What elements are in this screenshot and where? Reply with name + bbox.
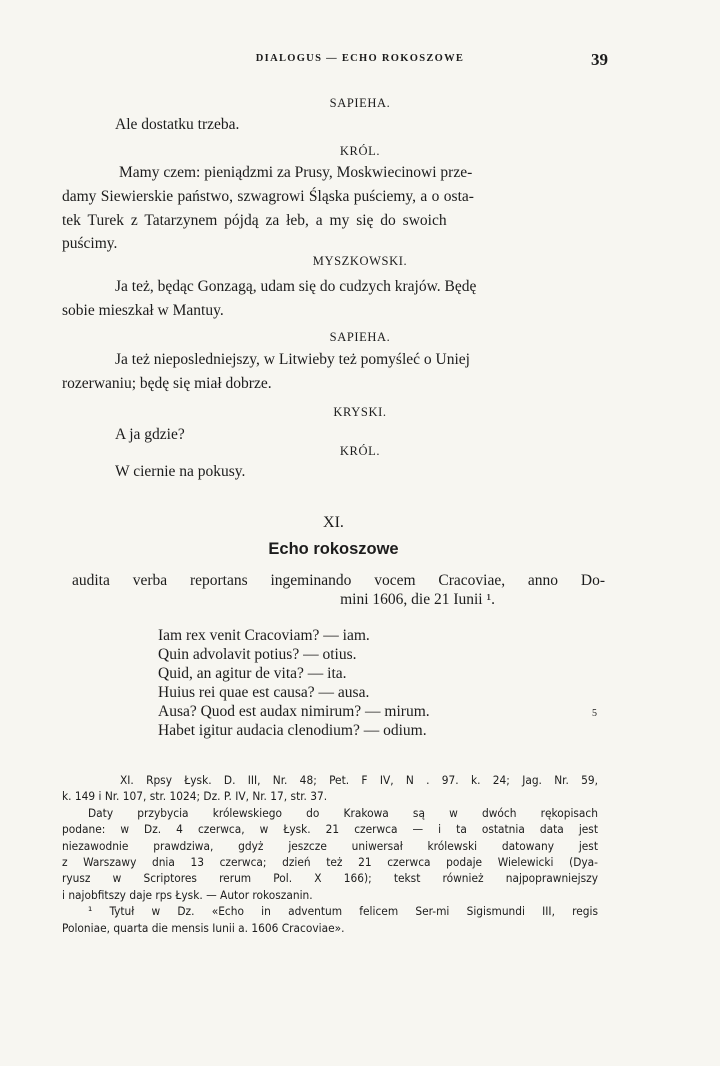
footnote-line: z Warszawy dnia 13 czerwca; dzień też 21 czerwca podaje Wielewicki (Dya-: [62, 855, 598, 870]
footnote-line: Daty przybycia królewskiego do Krakowa są w dwóch rękopisach: [88, 805, 598, 820]
dialogue-line: rozerwaniu; będę się miał dobrze.: [62, 374, 272, 392]
footnote-line: XI. Rpsy Łysk. D. III, Nr. 48; Pet. F IV, N . 97. k. 24; Jag. Nr. 59,: [120, 773, 598, 787]
footnote-line: podane: w Dz. 4 czerwca, w Łysk. 21 czerwca — i ta ostatnia data jest: [62, 822, 598, 837]
dialogue-kryski: [115, 402, 605, 422]
running-head: DIALOGUS — ECHO ROKOSZOWE: [255, 53, 465, 64]
echo-poem: [158, 626, 618, 740]
speaker-name: KRÓL.: [339, 444, 381, 458]
poem-line: [158, 702, 618, 721]
dialogue-line: sobie mieszkał w Mantuy.: [62, 301, 224, 319]
poem-line: Huius rei quae est causa? — ausa.: [158, 684, 370, 701]
poem-line: Iam rex venit Cracoviam? — iam.: [158, 627, 370, 644]
dialogue-krol-2-text: [115, 460, 605, 484]
dialogue-myszkowski: [115, 251, 605, 271]
dialogue-sapieha-2-text: [62, 348, 605, 395]
dialogue-sapieha-2: [115, 327, 605, 347]
speaker-name: SAPIEHA.: [329, 96, 391, 110]
line-number: 5: [592, 708, 597, 719]
page-header: [112, 50, 608, 74]
footnote-line: ryusz w Scriptores rerum Pol. X 166); tekst również najpoprawniejszy: [62, 871, 598, 886]
dialogue-krol-1-cont: [62, 185, 605, 256]
section-intro: [62, 571, 605, 609]
footnotes: [62, 772, 598, 936]
section-title: Echo rokoszowe: [268, 540, 399, 558]
dialogue-line: Mamy czem: pieniądzmi za Prusy, Moskwiecinowi prze-: [119, 164, 473, 181]
poem-line: Quin advolavit potius? — otius.: [158, 646, 357, 663]
poem-line-text: Ausa? Quod est audax nimirum? — mirum.: [158, 703, 430, 720]
dialogue-line: damy Siewierskie państwo, szwagrowi Śląska puściemy, a o osta-: [62, 188, 474, 205]
speaker-name: SAPIEHA.: [329, 330, 391, 344]
poem-line: Habet igitur audacia clenodium? — odium.: [158, 722, 427, 739]
dialogue-krol-2: [115, 441, 605, 461]
dialogue-line: Ja też, będąc Gonzagą, udam się do cudzych krajów. Będę: [115, 278, 477, 295]
dialogue-krol-1: [115, 141, 605, 185]
footnote-line: niezawodnie prawdziwa, gdyż jeszcze uniwersał królewski datowany jest: [62, 838, 598, 853]
dialogue-sapieha-1: [115, 93, 605, 137]
section-number: XI.: [323, 514, 344, 531]
dialogue-line: Ale dostatku trzeba.: [115, 116, 240, 133]
dialogue-line: puścimy.: [62, 235, 118, 252]
dialogue-myszkowski-text: [62, 275, 605, 322]
poem-line: Quid, an agitur de vita? — ita.: [158, 665, 347, 682]
dialogue-line: tek Turek z Tatarzynem pójdą za łeb, a my się do swoich: [62, 211, 447, 229]
footnote-line: Poloniae, quarta die mensis Iunii a. 1606 Cracoviae».: [62, 920, 345, 935]
page-number: 39: [591, 50, 608, 69]
intro-line: mini 1606, die 21 Iunii ¹.: [340, 591, 495, 608]
footnote-line: k. 149 i Nr. 107, str. 1024; Dz. P. IV, Nr. 17, str. 37.: [62, 789, 328, 804]
dialogue-line: W ciernie na pokusy.: [115, 463, 246, 480]
footnote-line: i najobfitszy daje rps Łysk. — Autor rokoszanin.: [62, 887, 313, 902]
dialogue-line: A ja gdzie?: [115, 426, 185, 443]
section-heading: [62, 514, 605, 559]
intro-line: audita verba reportans ingeminando vocem Cracoviae, anno Do-: [72, 572, 605, 589]
speaker-name: KRYSKI.: [333, 405, 387, 419]
footnote-line: ¹ Tytuł w Dz. «Echo in adventum felicem Ser-mi Sigismundi III, regis: [88, 904, 598, 919]
speaker-name: MYSZKOWSKI.: [312, 254, 408, 268]
dialogue-line: Ja też nieposledniejszy, w Litwieby też pomyśleć o Uniej: [115, 351, 470, 368]
speaker-name: KRÓL.: [339, 144, 381, 158]
